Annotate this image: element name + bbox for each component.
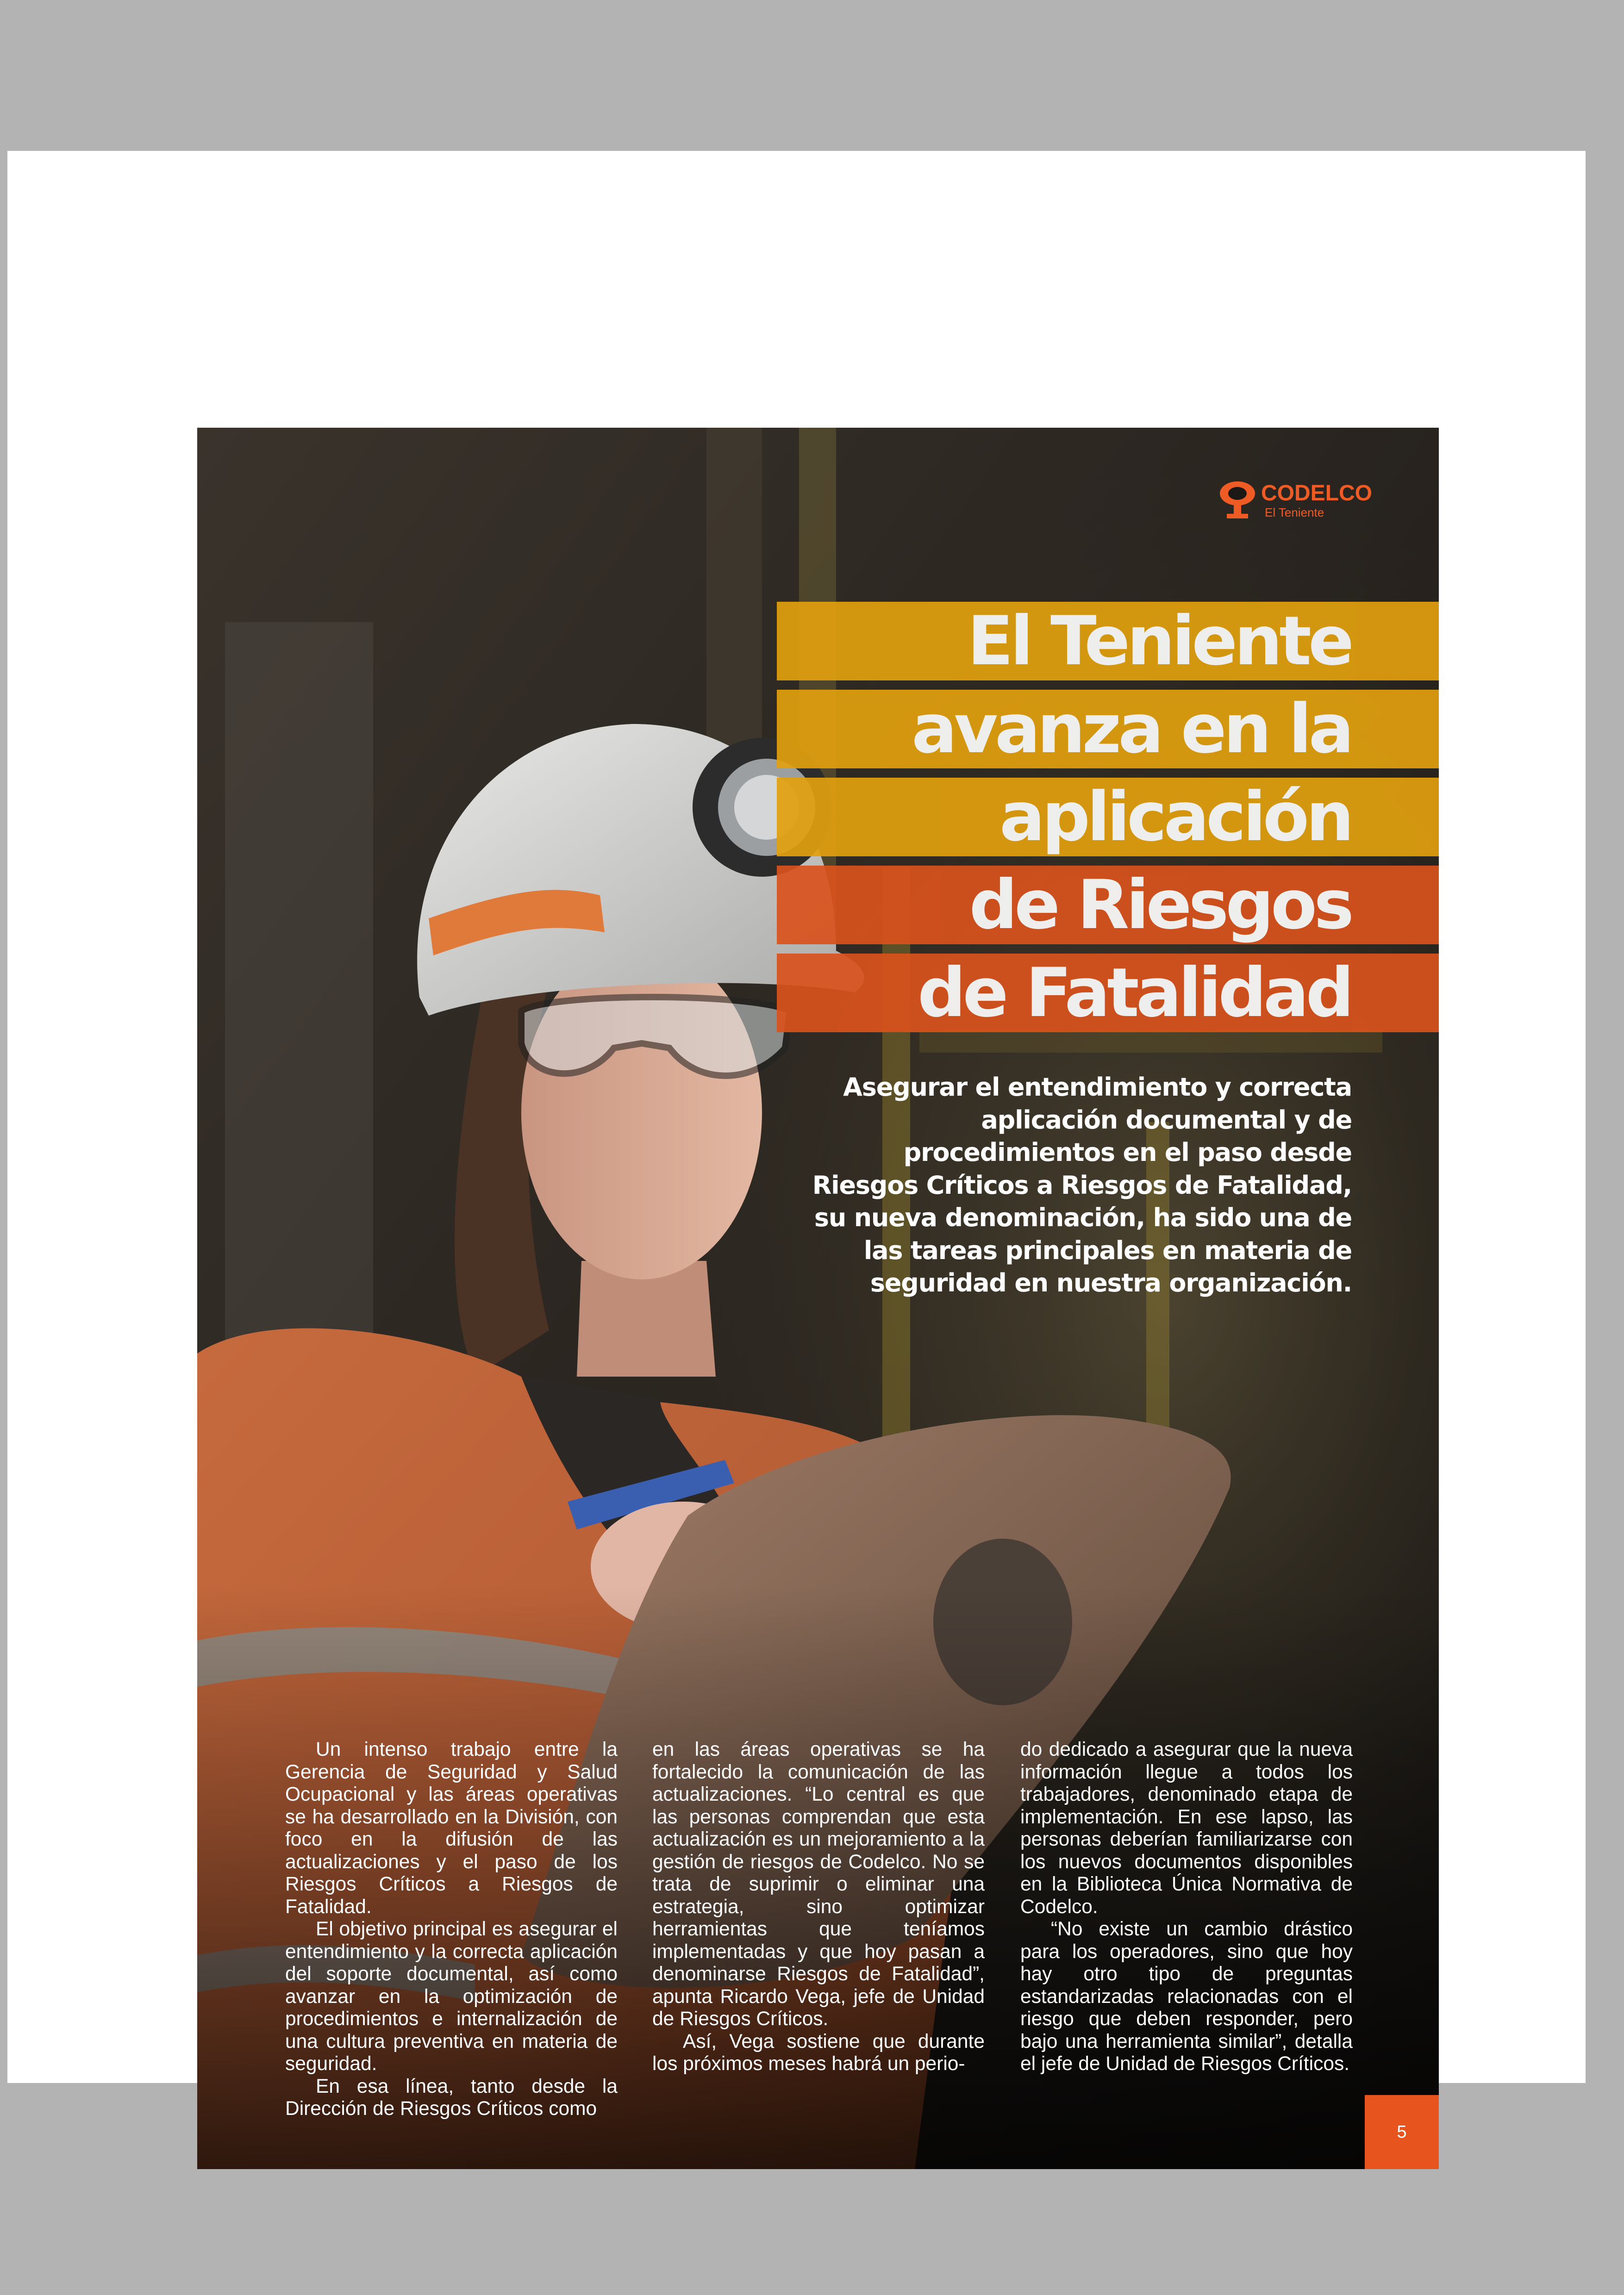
- body-paragraph: Un intenso trabajo entre la Gerencia de Seguridad y Salud Ocupacional y las áreas operativas se ha desarrollado en la División, con foco en la difusión de las actualizaciones y el paso de los Riesgos Críticos a Riesgos de Fatalidad.: [285, 1739, 618, 1918]
- codelco-logo-name: CODELCO: [1261, 481, 1372, 505]
- title-bar-4: [777, 866, 1439, 944]
- title-line-5: de Fatalidad: [917, 954, 1351, 1032]
- article-body: [285, 1739, 1355, 2120]
- codelco-logo-division: El Teniente: [1265, 505, 1324, 519]
- title-bar-3: [777, 778, 1439, 856]
- body-column-3: [1020, 1739, 1353, 2076]
- page-number-box: [1365, 2095, 1439, 2169]
- body-paragraph: El objetivo principal es asegurar el entendimiento y la correcta aplicación del soporte documental, así como avanzar en la optimización de procedimientos e internalización de una cultura preventiva en materia de seguridad.: [285, 1918, 618, 2075]
- codelco-logo: [1218, 480, 1384, 521]
- codelco-logo-icon: [1218, 480, 1257, 521]
- page-number: 5: [1397, 2122, 1407, 2142]
- document-sheet: [7, 151, 1586, 2142]
- body-paragraph: do dedicado a asegurar que la nueva información llegue a todos los trabajadores, denominado etapa de implementación. En ese lapso, las personas deberían familiarizarse con los nuevos documentos disponibles en la Biblioteca Única Normativa de Codelco.: [1020, 1739, 1353, 1918]
- body-paragraph: Así, Vega sostiene que durante los próximos meses habrá un perio-: [652, 2030, 985, 2075]
- title-bar-5: [777, 954, 1439, 1032]
- title-line-1: El Teniente: [967, 602, 1351, 680]
- title-line-3: aplicación: [999, 778, 1351, 856]
- article-title: [777, 602, 1439, 1041]
- title-line-4: de Riesgos: [969, 866, 1351, 944]
- article-subtitle: Asegurar el entendimiento y correcta aplicación documental y de procedimientos en el paso desde Riesgos Críticos a Riesgos de Fatalidad, su nueva denominación, ha sido una de las tareas principales en materia de seguridad en nuestra organización.: [812, 1073, 1352, 1297]
- body-column-2: [652, 1739, 985, 2076]
- body-column-1: [285, 1739, 618, 2120]
- magazine-page: [197, 428, 1439, 2169]
- body-paragraph: “No existe un cambio drástico para los operadores, sino que hoy hay otro tipo de preguntas estandarizadas relacionadas con el riesgo que deben responder, pero bajo una herramienta similar”, detalla el jefe de Unidad de Riesgos Críticos.: [1020, 1918, 1353, 2075]
- body-paragraph: en las áreas operativas se ha fortalecido la comunicación de las actualizaciones. “Lo central es que las personas comprendan que esta actualización es un mejoramiento a la gestión de riesgos de Codelco. No se trata de suprimir o eliminar una estrategia, sino optimizar herramientas que teníamos implementadas y que hoy pasan a denominarse Riesgos de Fatalidad”, apunta Ricardo Vega, jefe de Unidad de Riesgos Críticos.: [652, 1739, 985, 2030]
- title-bar-1: [777, 602, 1439, 680]
- body-paragraph: En esa línea, tanto desde la Dirección de Riesgos Críticos como: [285, 2075, 618, 2120]
- title-line-2: avanza en la: [912, 690, 1351, 768]
- title-bar-2: [777, 690, 1439, 768]
